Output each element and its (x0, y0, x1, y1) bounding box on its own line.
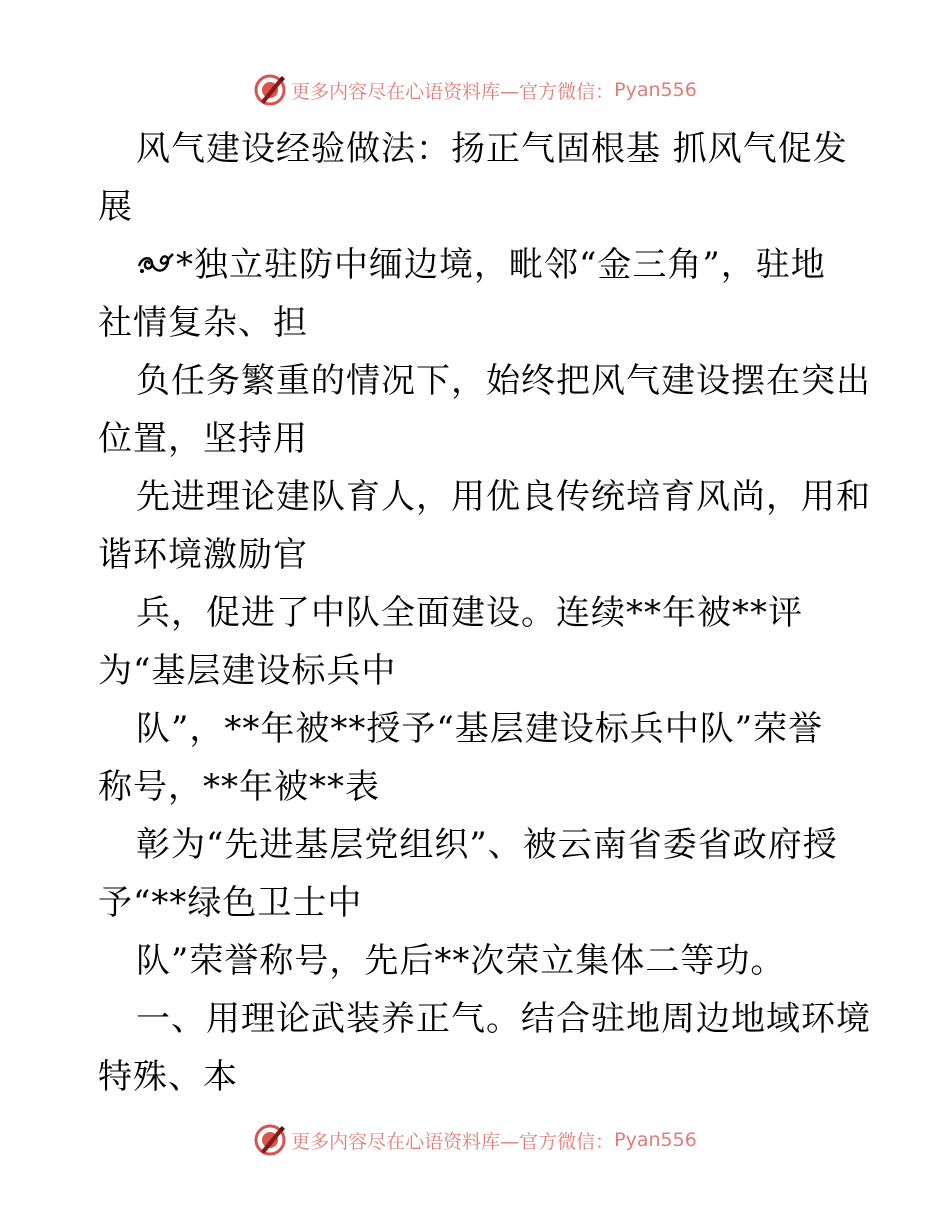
document-body (98, 120, 871, 1106)
text-line: 展 (98, 187, 133, 227)
text-line: 予“**绿色卫士中 (98, 883, 363, 923)
text-line: 彰为“先进基层党组织”、被云南省委省政府授 (136, 825, 838, 865)
text-line: 队”荣誉称号，先后**次荣立集体二等功。 (136, 941, 786, 981)
pen-seal-icon (253, 73, 287, 107)
text-line: 兵，促进了中队全面建设。连续**年被**评 (136, 593, 803, 633)
text-line: 一、用理论武装养正气。结合驻地周边地域环境 (136, 999, 871, 1039)
watermark-text: 更多内容尽在心语资料库—官方微信： (291, 80, 615, 103)
watermark-wechat-id: Pyan556 (614, 79, 697, 101)
text-line: 社情复杂、担 (98, 303, 308, 343)
text-line: 谐环境激励官 (98, 535, 308, 575)
decorative-flourish-icon (136, 248, 176, 278)
pen-seal-icon (253, 1123, 287, 1157)
text-line: 特殊、本 (98, 1057, 238, 1097)
text-line: 为“基层建设标兵中 (98, 651, 397, 691)
text-line: 队”，**年被**授予“基层建设标兵中队”荣誉 (136, 709, 824, 749)
text-line: 先进理论建队育人，用优良传统培育风尚，用和 (136, 477, 871, 517)
text-line: 称号，**年被**表 (98, 767, 380, 807)
footer-watermark (0, 1120, 950, 1160)
text-line: 风气建设经验做法：扬正气固根基 抓风气促发 (136, 129, 848, 169)
watermark-wechat-id: Pyan556 (614, 1129, 697, 1151)
text-line: 负任务繁重的情况下，始终把风气建设摆在突出 (136, 361, 871, 401)
watermark-text: 更多内容尽在心语资料库—官方微信： (291, 1130, 615, 1153)
text-line-with-ornament (98, 236, 858, 294)
text-line-content: *独立驻防中缅边境，毗邻“金三角”，驻地 (176, 245, 826, 285)
header-watermark (0, 70, 950, 110)
text-line: 位置，坚持用 (98, 419, 308, 459)
